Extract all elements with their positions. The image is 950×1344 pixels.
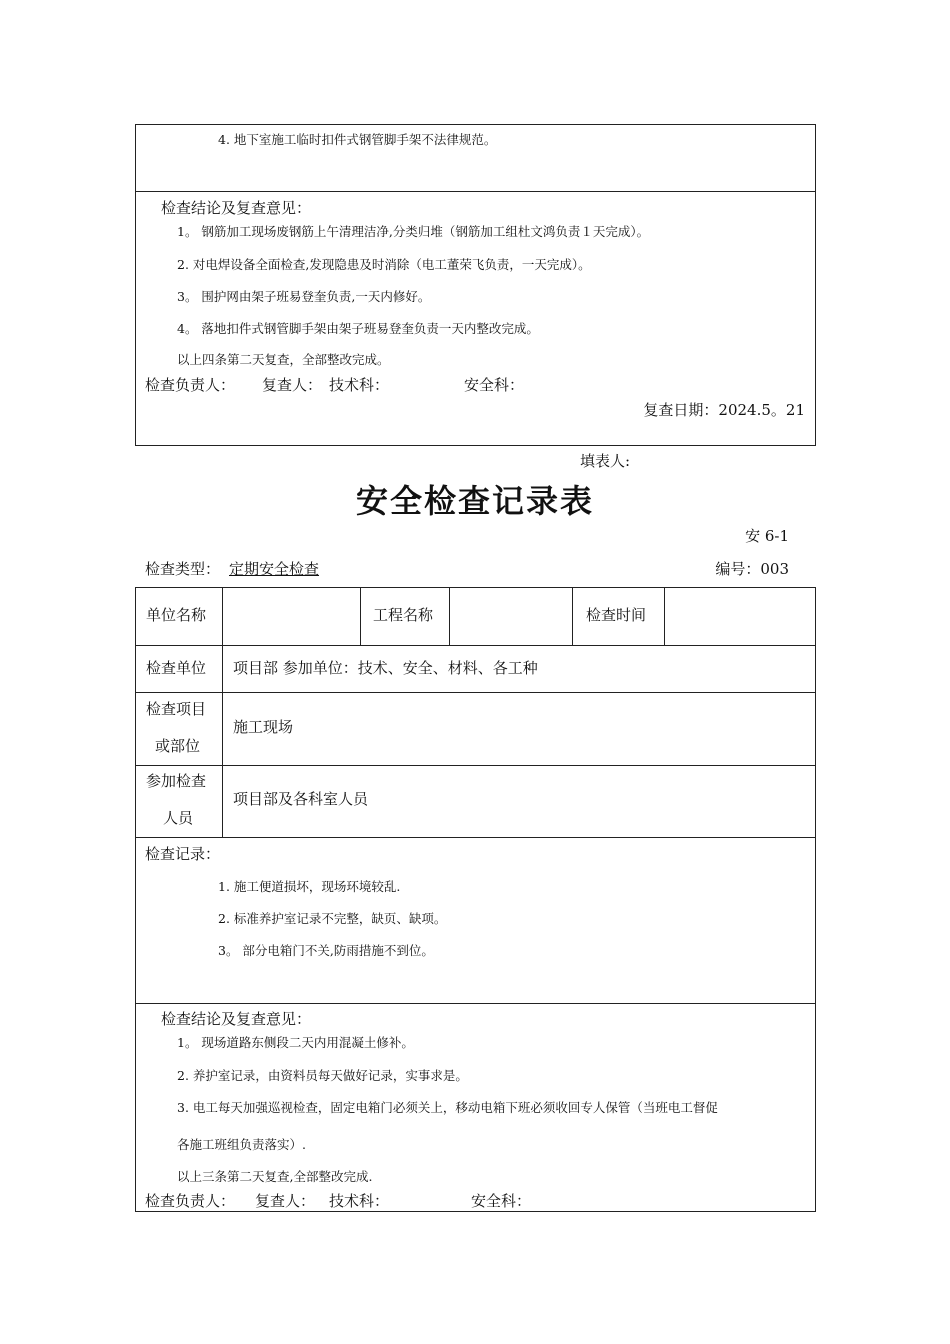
table-col-divider — [360, 587, 361, 645]
table-col-divider — [449, 587, 450, 645]
record-item-3: 3。 部分电箱门不关,防雨措施不到位。 — [218, 943, 434, 958]
check-item-label-line1: 检查项目 — [146, 700, 207, 718]
table-row-divider — [135, 1003, 816, 1004]
table-row-divider — [135, 837, 816, 838]
sign-inspector: 检查负责人： — [145, 1192, 236, 1210]
conclusion-item-2: 2. 养护室记录，由资料员每天做好记录，实事求是。 — [177, 1068, 468, 1083]
top-conclusion-item-1: 1。 钢筋加工现场废钢筋上午清理洁净,分类归堆（钢筋加工组杜文鸿负责１天完成）。 — [177, 224, 650, 239]
conclusion-item-1: 1。 现场道路东侧段二天内用混凝土修补。 — [177, 1035, 414, 1050]
participants-label-line2: 人员 — [163, 809, 194, 827]
conclusion-summary: 以上三条第二天复查,全部整改完成. — [177, 1169, 373, 1184]
top-conclusion-item-4: 4。 落地扣件式钢管脚手架由架子班易登奎负责一天内整改完成。 — [177, 321, 539, 336]
top-sign-inspector: 检查负责人： — [145, 376, 236, 394]
top-conclusion-item-3: 3。 围护网由架子班易登奎负责,一天内修好。 — [177, 289, 431, 304]
check-time-label: 检查时间 — [586, 606, 647, 624]
participants-label-line1: 参加检查 — [146, 772, 207, 790]
top-conclusion-heading: 检查结论及复查意见： — [161, 199, 312, 217]
record-heading: 检查记录： — [145, 845, 221, 863]
sign-reviewer: 复查人： — [255, 1192, 316, 1210]
form-code: 安 6-1 — [745, 527, 789, 545]
check-unit-value: 项目部 参加单位：技术、安全、材料、各工种 — [233, 659, 538, 677]
top-sign-safety: 安全科： — [464, 376, 525, 394]
table-row-divider — [135, 645, 816, 646]
project-name-label: 工程名称 — [373, 606, 434, 624]
table-col-divider — [222, 587, 223, 837]
table-row-divider — [135, 692, 816, 693]
table-row-divider — [135, 765, 816, 766]
table-col-divider — [572, 587, 573, 645]
top-table-divider — [135, 191, 816, 192]
check-item-value: 施工现场 — [233, 718, 294, 736]
check-type-label: 检查类型： — [145, 560, 221, 578]
table-col-divider — [664, 587, 665, 645]
serial-number: 编号：003 — [715, 560, 789, 578]
check-unit-label: 检查单位 — [146, 659, 207, 677]
top-record-table — [135, 124, 816, 446]
participants-value: 项目部及各科室人员 — [233, 790, 369, 808]
sign-tech: 技术科： — [329, 1192, 390, 1210]
review-date: 复查日期：2024.5。21 — [643, 401, 805, 419]
record-item-2: 2. 标准养护室记录不完整，缺页、缺项。 — [218, 911, 447, 926]
top-sign-reviewer: 复查人： — [262, 376, 323, 394]
conclusion-heading: 检查结论及复查意见： — [161, 1010, 312, 1028]
filler-label: 填表人: — [580, 452, 631, 470]
record-item-1: 1. 施工便道损坏，现场环境较乱. — [218, 879, 401, 894]
check-type-value: 定期安全检查 — [229, 560, 320, 578]
top-summary: 以上四条第二天复查，全部整改完成。 — [177, 352, 390, 367]
conclusion-item-3-cont: 各施工班组负责落实）. — [177, 1137, 306, 1152]
page-title: 安全检查记录表 — [355, 482, 594, 520]
inspection-table — [135, 587, 816, 1212]
top-conclusion-item-2: 2. 对电焊设备全面检查,发现隐患及时消除（电工董荣飞负责，一天完成）。 — [177, 257, 591, 272]
unit-name-label: 单位名称 — [146, 606, 207, 624]
sign-safety: 安全科： — [471, 1192, 532, 1210]
top-record-item-4: 4. 地下室施工临时扣件式钢管脚手架不法律规范。 — [218, 132, 497, 147]
conclusion-item-3: 3. 电工每天加强巡视检查，固定电箱门必须关上，移动电箱下班必须收回专人保管（当班电工督促 — [177, 1100, 718, 1115]
top-sign-tech: 技术科： — [329, 376, 390, 394]
check-item-label-line2: 或部位 — [155, 737, 201, 755]
